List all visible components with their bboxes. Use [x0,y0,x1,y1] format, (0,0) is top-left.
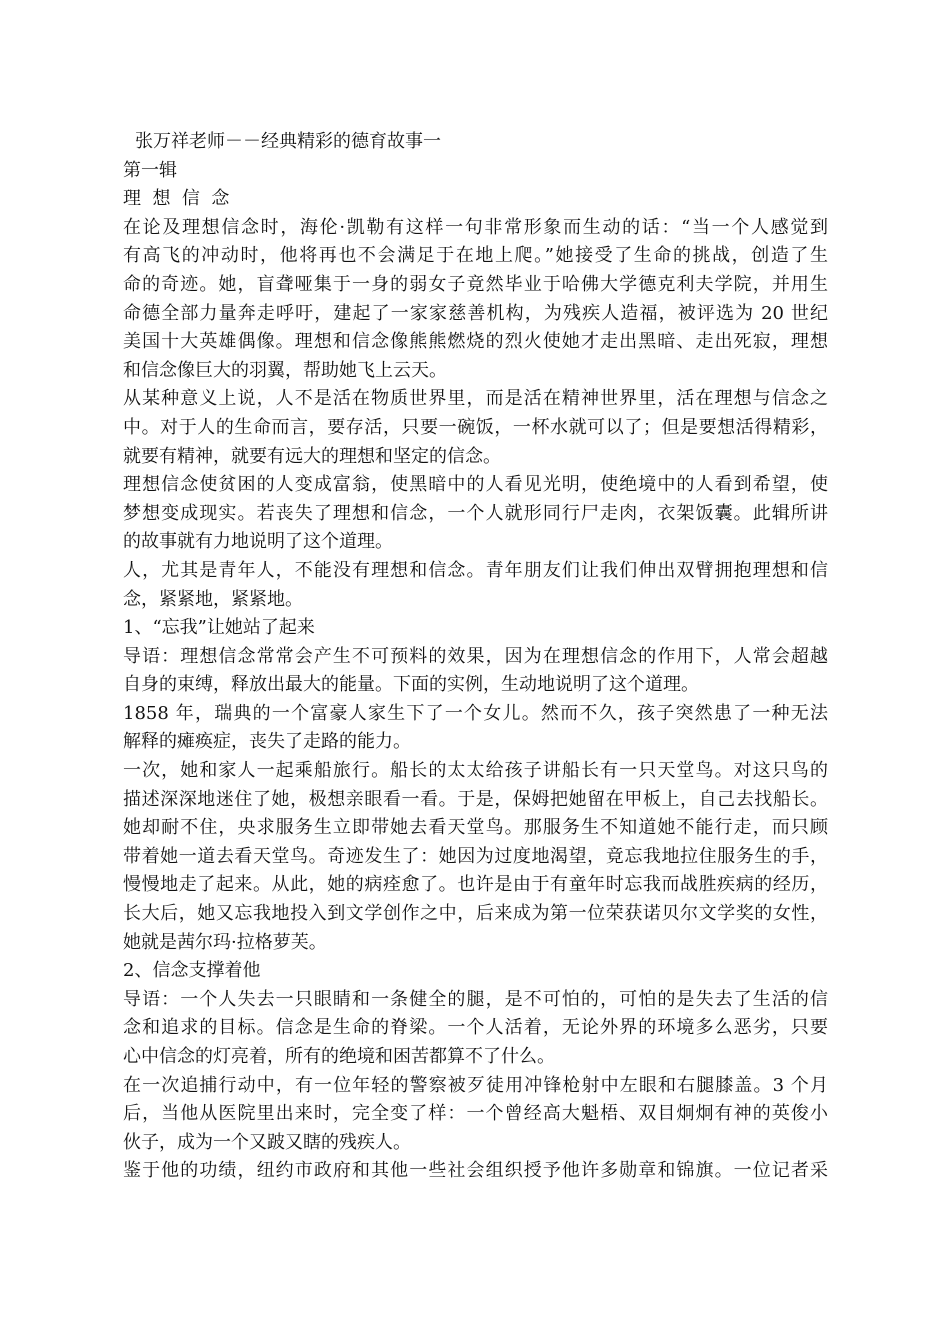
document-title: 张万祥老师－－经典精彩的德育故事一 [135,131,441,152]
paragraph-line: 导语：一个人失去一只眼睛和一条健全的腿，是不可怕的，可怕的是失去了生活的信 [123,988,828,1010]
paragraph [123,385,828,471]
paragraph-line: 后，当他从医院里出来时，完全变了样：一个曾经高大魁梧、双目炯炯有神的英俊小 [123,1103,828,1125]
section-heading: 第一辑 [123,159,177,181]
paragraph-line: 梦想变成现实。若丧失了理想和信念，一个人就形同行尸走肉，衣架饭囊。此辑所讲 [123,502,828,524]
document-body [123,214,828,1186]
paragraph-line: 描述深深地迷住了她，极想亲眼看一看。于是，保姆把她留在甲板上，自己去找船长。 [123,788,828,810]
paragraph [123,557,828,614]
paragraph-line: 从某种意义上说，人不是活在物质世界里，而是活在精神世界里，活在理想与信念之 [123,388,828,410]
paragraph-line: 她却耐不住，央求服务生立即带她去看天堂鸟。那服务生不知道她不能行走，而只顾 [123,817,828,839]
paragraph [123,1072,828,1158]
paragraph-line: 念，紧紧地，紧紧地。 [123,588,303,610]
paragraph-line: 鉴于他的功绩，纽约市政府和其他一些社会组织授予他许多勋章和锦旗。一位记者采 [123,1160,828,1182]
paragraph [123,986,828,1072]
paragraph-line: 一次，她和家人一起乘船旅行。船长的太太给孩子讲船长有一只天堂鸟。对这只鸟的 [123,760,828,782]
paragraph-line: 2、信念支撑着他 [123,960,261,982]
paragraph [123,214,828,386]
paragraph-line: 她就是茜尔玛·拉格萝芙。 [123,931,327,953]
paragraph-line: 有高飞的冲动时，他将再也不会满足于在地上爬。”她接受了生命的挑战，创造了生 [123,245,828,267]
paragraph-line: 心中信念的灯亮着，所有的绝境和困苦都算不了什么。 [123,1046,555,1067]
paragraph-line: 和信念像巨大的羽翼，帮助她飞上云天。 [123,359,447,381]
paragraph-line: 带着她一道去看天堂鸟。奇迹发生了：她因为过度地渴望，竟忘我地拉住服务生的手， [123,845,828,867]
document-page [123,128,828,1186]
paragraph-line: 自身的束缚，释放出最大的能量。下面的实例，生动地说明了这个道理。 [123,674,699,696]
paragraph-line: 命的奇迹。她，盲聋哑集于一身的弱女子竟然毕业于哈佛大学德克利夫学院，并用生 [123,273,828,295]
paragraph-line: 的故事就有力地说明了这个道理。 [123,531,393,553]
paragraph-line: 就要有精神，就要有远大的理想和坚定的信念。 [123,445,501,467]
paragraph-line: 在一次追捕行动中，有一位年轻的警察被歹徒用冲锋枪射中左眼和右腿膝盖。3 个月 [123,1074,828,1096]
paragraph-line: 理想信念使贫困的人变成富翁，使黑暗中的人看见光明，使绝境中的人看到希望，使 [123,474,828,496]
paragraph [123,957,828,986]
theme-heading: 理 想 信 念 [123,188,230,210]
paragraph-line: 人，尤其是青年人，不能没有理想和信念。青年朋友们让我们伸出双臂拥抱理想和信 [123,559,828,581]
paragraph-line: 慢慢地走了起来。从此，她的病痊愈了。也许是由于有童年时忘我而战胜疾病的经历， [123,874,828,896]
paragraph [123,614,828,643]
paragraph [123,757,828,957]
paragraph-line: 1、“忘我”让她站了起来 [123,617,315,639]
paragraph-line: 伙子，成为一个又跛又瞎的残疾人。 [123,1131,411,1153]
paragraph [123,700,828,757]
paragraph-line: 长大后，她又忘我地投入到文学创作之中，后来成为第一位荣获诺贝尔文学奖的女性， [123,903,828,925]
paragraph [123,1157,828,1186]
paragraph-line: 解释的瘫痪症，丧失了走路的能力。 [123,731,411,753]
paragraph-line: 在论及理想信念时，海伦·凯勒有这样一句非常形象而生动的话：“当一个人感觉到 [123,216,828,238]
paragraph-line: 美国十大英雄偶像。理想和信念像熊熊燃烧的烈火使她才走出黑暗、走出死寂，理想 [123,331,828,353]
paragraph-line: 中。对于人的生命而言，要存活，只要一碗饭，一杯水就可以了；但是要想活得精彩， [123,416,828,438]
paragraph [123,643,828,700]
paragraph-line: 命德全部力量奔走呼吁，建起了一家家慈善机构，为残疾人造福，被评选为 20 世纪 [123,302,828,324]
paragraph-line: 念和追求的目标。信念是生命的脊梁。一个人活着，无论外界的环境多么恶劣，只要 [123,1017,828,1039]
paragraph-line: 导语：理想信念常常会产生不可预料的效果，因为在理想信念的作用下，人常会超越 [123,645,828,667]
paragraph-line: 1858 年，瑞典的一个富豪人家生下了一个女儿。然而不久，孩子突然患了一种无法 [123,702,828,724]
paragraph [123,471,828,557]
